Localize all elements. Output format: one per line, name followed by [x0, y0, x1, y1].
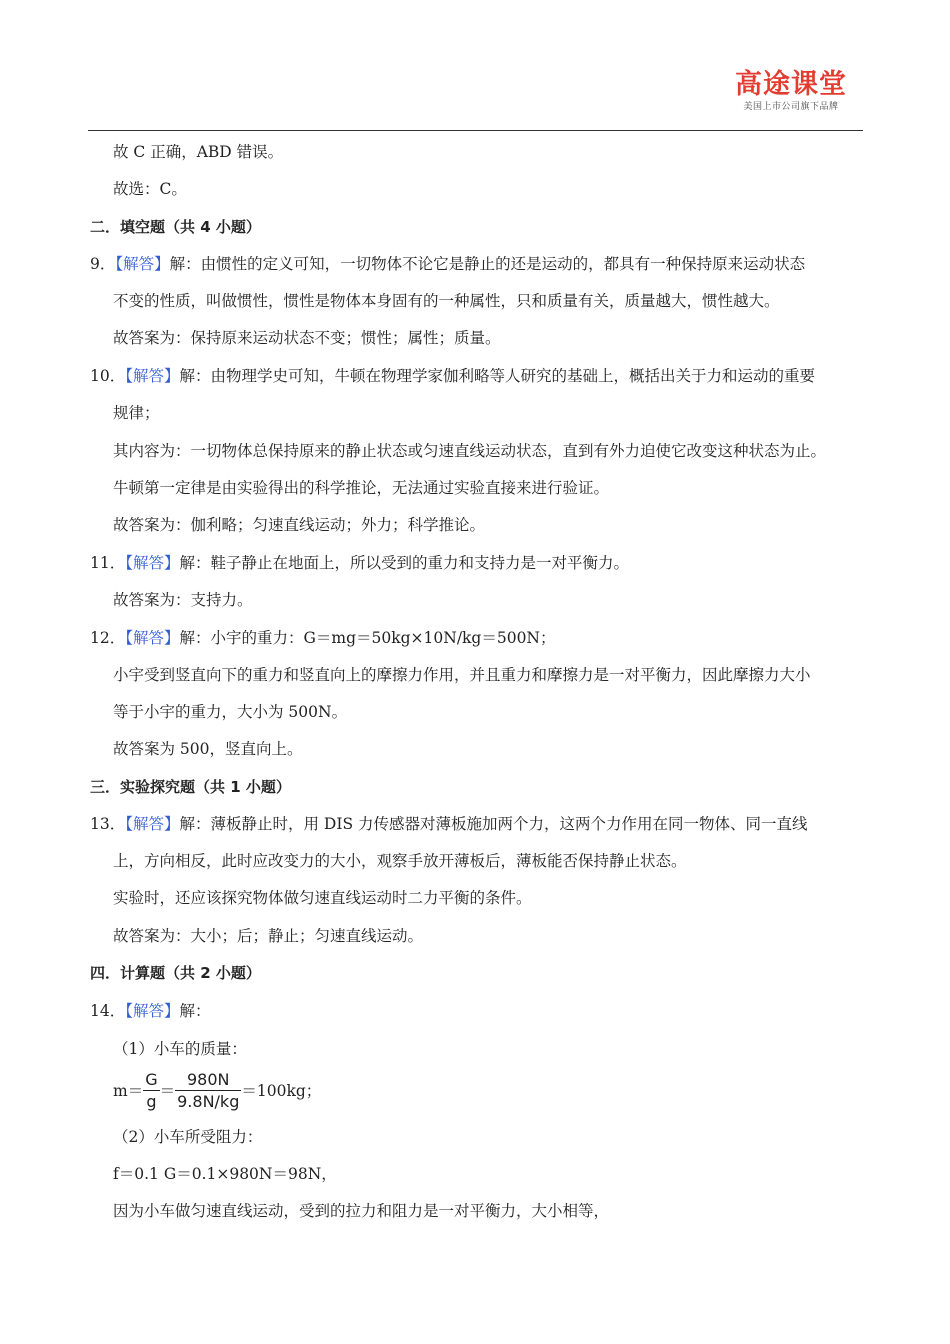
text-line: 等于小宇的重力，大小为 500N。: [113, 703, 348, 721]
header-divider: [88, 130, 863, 131]
mass-formula: [113, 1069, 321, 1114]
logo-subtitle: 美国上市公司旗下品牌: [743, 102, 839, 112]
fraction-numerator: G: [145, 1069, 158, 1089]
text-line: 故答案为 500，竖直向上。: [113, 740, 303, 758]
answer-tag: 【解答】: [125, 367, 180, 385]
text-line: （2）小车所受阻力：: [113, 1128, 263, 1146]
fraction-denominator: g: [146, 1091, 157, 1111]
text-line: 故答案为：伽利略；匀速直线运动；外力；科学推论。: [113, 516, 486, 534]
answer-tag: 【解答】: [125, 1002, 180, 1020]
section-heading: 三．实验探究题（共 1 小题）: [90, 778, 291, 796]
answer-text: 解：由惯性的定义可知，一切物体不论它是静止的还是运动的，都具有一种保持原来运动状态: [169, 255, 806, 273]
text-line: 故答案为：大小；后；静止；匀速直线运动。: [113, 927, 424, 945]
formula-rhs: ＝100kg；: [241, 1082, 322, 1100]
question-14-line: [90, 1001, 211, 1021]
answer-tag: 【解答】: [125, 554, 180, 572]
fraction-denominator: 9.8N/kg: [177, 1091, 240, 1111]
text-line: 其内容为：一切物体总保持原来的静止状态或匀速直线运动状态，直到有外力迫使它改变这种状态为止。: [113, 442, 827, 460]
question-number: 10．: [90, 367, 126, 385]
section-heading: 二．填空题（共 4 小题）: [90, 218, 261, 236]
question-number: 13．: [90, 815, 126, 833]
question-number: 11．: [90, 554, 126, 572]
fraction-values: [175, 1069, 241, 1112]
question-13-line: [90, 814, 808, 834]
answer-text: 解：由物理学史可知，牛顿在物理学家伽利略等人研究的基础上，概括出关于力和运动的重要: [179, 367, 816, 385]
question-9-line: [90, 254, 805, 274]
answer-tag: 【解答】: [125, 629, 180, 647]
text-line: （1）小车的质量：: [113, 1040, 247, 1058]
text-line: 实验时，还应该探究物体做匀速直线运动时二力平衡的条件。: [113, 889, 532, 907]
text-line: 故答案为：支持力。: [113, 591, 253, 609]
text-line: 小宇受到竖直向下的重力和竖直向上的摩擦力作用，并且重力和摩擦力是一对平衡力，因此摩擦力大小: [113, 666, 811, 684]
brand-logo: [727, 70, 855, 113]
text-line: 规律；: [113, 404, 160, 422]
question-number: 9．: [90, 255, 116, 273]
question-11-line: [90, 553, 629, 573]
logo-text: 高途课堂: [735, 69, 847, 100]
text-line: 故答案为：保持原来运动状态不变；惯性；属性；质量。: [113, 329, 501, 347]
answer-text: 解：薄板静止时，用 DIS 力传感器对薄板施加两个力，这两个力作用在同一物体、同一直线: [179, 815, 808, 833]
fraction-g-over-g: [143, 1069, 159, 1112]
text-line: 故 C 正确，ABD 错误。: [113, 143, 284, 161]
answer-tag: 【解答】: [115, 255, 170, 273]
section-heading: 四．计算题（共 2 小题）: [90, 964, 261, 982]
text-line: 故选：C。: [113, 180, 187, 198]
formula-equals: ＝: [159, 1082, 176, 1100]
formula-lhs: m＝: [113, 1082, 144, 1100]
question-number: 14．: [90, 1002, 126, 1020]
fraction-numerator: 980N: [175, 1069, 241, 1091]
answer-text: 解：: [179, 1002, 211, 1020]
question-12-line: [90, 628, 556, 648]
text-line: f＝0.1 G＝0.1×980N＝98N，: [113, 1165, 337, 1183]
text-line: 上，方向相反，此时应改变力的大小，观察手放开薄板后，薄板能否保持静止状态。: [113, 852, 687, 870]
answer-text: 解：小宇的重力：G＝mg＝50kg×10N/kg＝500N；: [179, 629, 556, 647]
answer-tag: 【解答】: [125, 815, 180, 833]
question-number: 12．: [90, 629, 126, 647]
question-10-line: [90, 366, 815, 386]
answer-text: 解：鞋子静止在地面上，所以受到的重力和支持力是一对平衡力。: [179, 554, 630, 572]
text-line: 不变的性质，叫做惯性，惯性是物体本身固有的一种属性，只和质量有关，质量越大，惯性越大。: [113, 292, 780, 310]
text-line: 因为小车做匀速直线运动，受到的拉力和阻力是一对平衡力，大小相等，: [113, 1202, 610, 1220]
text-line: 牛顿第一定律是由实验得出的科学推论，无法通过实验直接来进行验证。: [113, 479, 610, 497]
